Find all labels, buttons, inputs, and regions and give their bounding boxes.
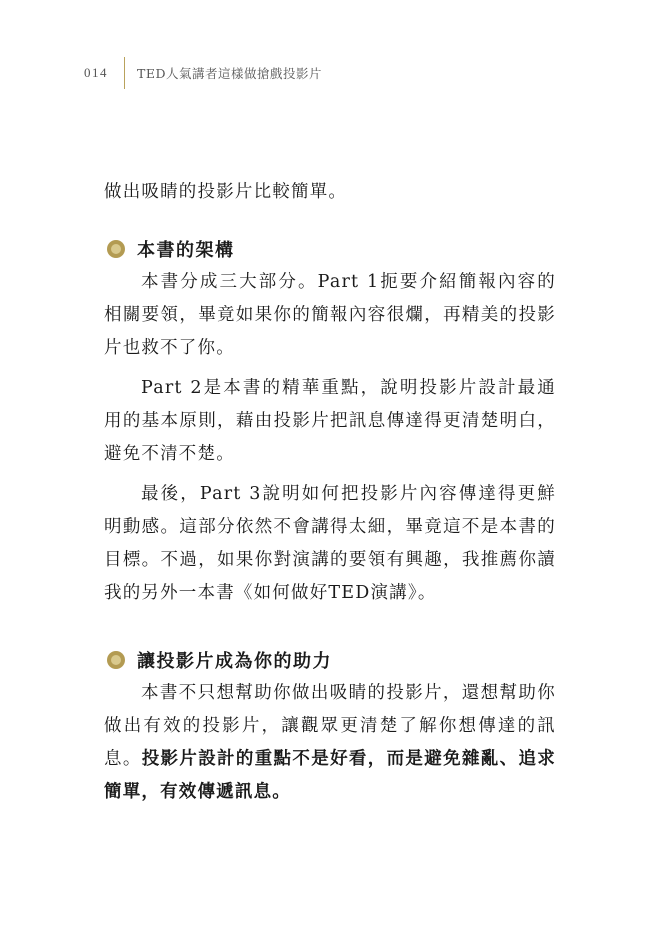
section-heading-text: 本書的架構 <box>137 240 235 261</box>
paragraph: 最後，Part 3說明如何把投影片內容傳達得更鮮明動感。這部分依然不會講得太細，畢竟這不是本書的目標。不過，如果你對演講的要領有興趣，我推薦你讀我的另外一本書《如何做好TED演講》。 <box>104 484 556 603</box>
section-heading-text: 讓投影片成為你的助力 <box>137 651 332 672</box>
paragraph-emphasis-text: 投影片設計的重點不是好看，而是避免雜亂、追求簡單，有效傳遞訊息。 <box>104 749 556 802</box>
section-body-helper <box>104 677 556 809</box>
intro-text <box>104 176 556 209</box>
running-header <box>84 58 322 88</box>
intro-line: 做出吸睛的投影片比較簡單。 <box>104 182 348 202</box>
paragraph-plain-text: 本書不只想幫助你做出吸睛的投影片，還想幫助你做出有效的投影片，讓觀眾更清楚了解你想傳達的訊息。 <box>104 683 556 769</box>
paragraph: 本書分成三大部分。Part 1扼要介紹簡報內容的相關要領，畢竟如果你的簡報內容很爛，再精美的投影片也救不了你。 <box>104 272 556 358</box>
section-heading-helper <box>107 647 332 673</box>
paragraph: Part 2是本書的精華重點，說明投影片設計最通用的基本原則，藉由投影片把訊息傳達得更清楚明白，避免不清不楚。 <box>104 378 556 464</box>
paragraph <box>104 677 556 809</box>
circle-bullet-icon <box>107 651 125 669</box>
book-title: TED人氣講者這樣做搶戲投影片 <box>137 66 322 81</box>
header-divider <box>124 57 125 89</box>
section-heading-structure <box>107 236 235 262</box>
page-number: 014 <box>84 65 108 80</box>
section-body-structure <box>104 266 556 610</box>
circle-bullet-icon <box>107 240 125 258</box>
